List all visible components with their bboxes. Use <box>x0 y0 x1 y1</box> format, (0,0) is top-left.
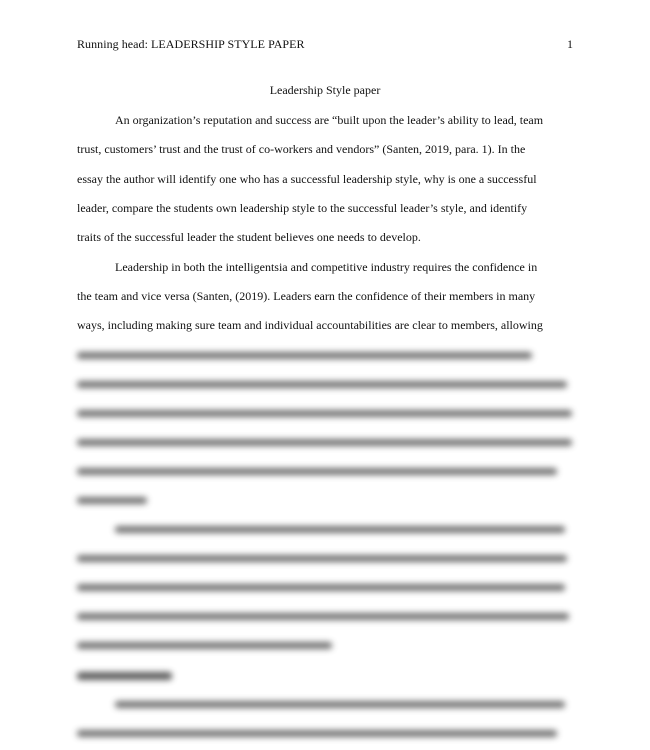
blurred-text-line <box>77 642 332 649</box>
blurred-heading <box>77 672 172 680</box>
paragraph-line: traits of the successful leader the student believes one needs to develop. <box>77 230 421 244</box>
paragraph-line: essay the author will identify one who has a successful leadership style, why is one a successful <box>77 172 537 186</box>
paragraph-line: An organization’s reputation and success are “built upon the leader’s ability to lead, team <box>115 113 544 127</box>
paragraph-line: ways, including making sure team and individual accountabilities are clear to members, allowing <box>77 318 543 332</box>
blurred-text-line <box>115 526 565 533</box>
blurred-content <box>0 340 650 750</box>
blurred-text-line <box>77 584 565 591</box>
paragraph-line: Leadership in both the intelligentsia and competitive industry requires the confidence in <box>115 260 538 274</box>
paragraph-line: the team and vice versa (Santen, (2019). Leaders earn the confidence of their members in many <box>77 289 536 303</box>
blurred-text-line <box>77 381 567 388</box>
blurred-text-line <box>77 352 532 359</box>
page-title: Leadership Style paper <box>269 83 381 97</box>
paragraph-line: leader, compare the students own leadership style to the successful leader’s style, and identify <box>77 201 528 215</box>
paragraph-line: trust, customers’ trust and the trust of co-workers and vendors” (Santen, 2019, para. 1). In the <box>77 142 526 156</box>
running-head: Running head: LEADERSHIP STYLE PAPER <box>77 37 305 51</box>
blurred-text-line <box>77 497 147 504</box>
blurred-text-line <box>77 439 572 446</box>
blurred-text-line <box>115 701 565 708</box>
blurred-text-line <box>77 410 572 417</box>
page-number: 1 <box>567 37 573 51</box>
blurred-text-line <box>77 555 567 562</box>
blurred-text-line <box>77 730 557 737</box>
blurred-text-line <box>77 613 569 620</box>
blurred-text-line <box>77 468 557 475</box>
